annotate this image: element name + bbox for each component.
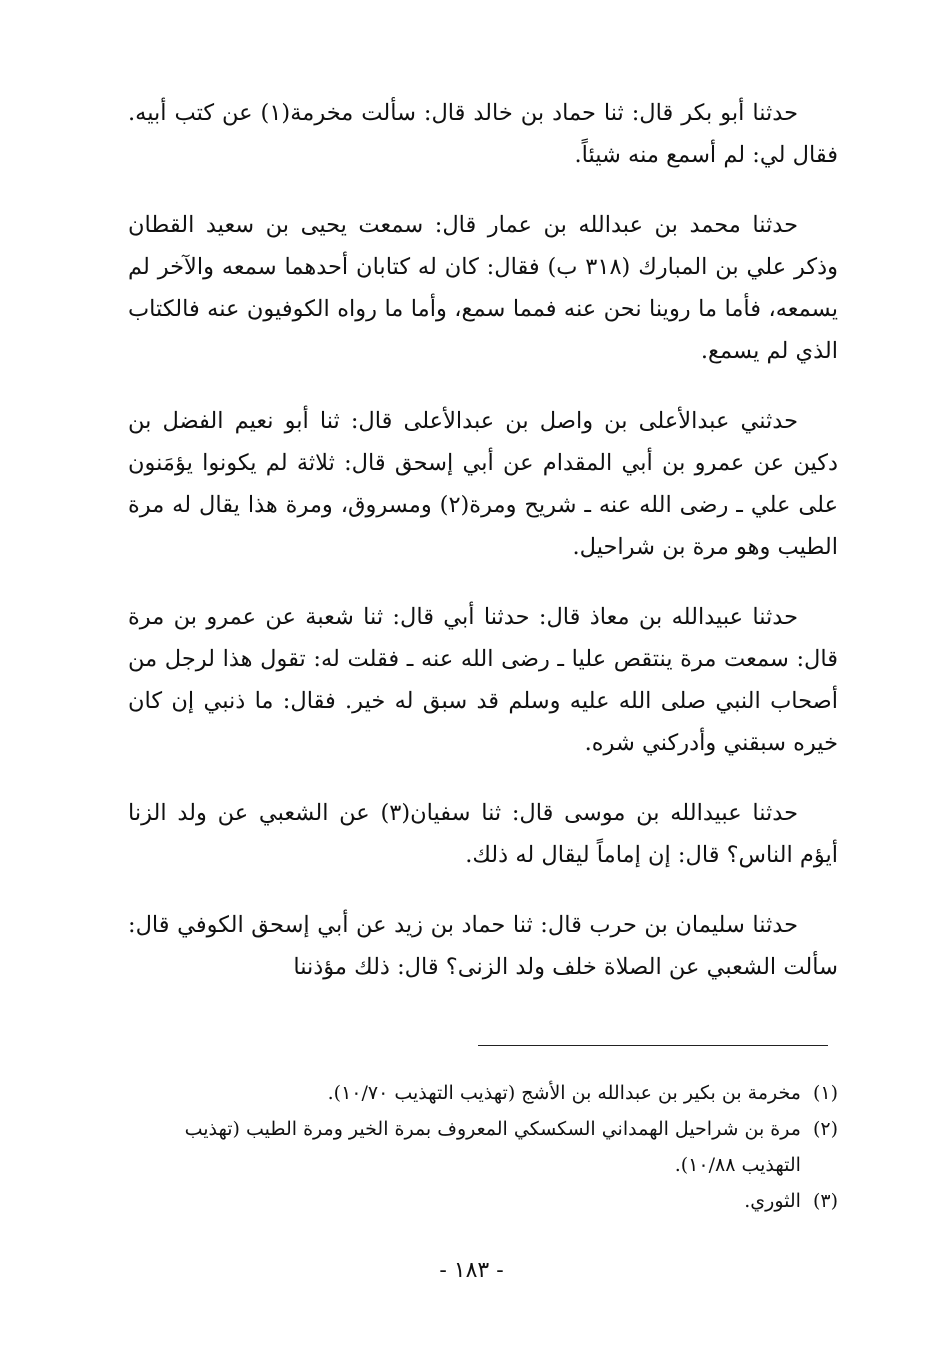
- paragraph: حدثني عبدالأعلى بن واصل بن عبدالأعلى قال: ثنا أبو نعيم الفضل بن دكين عن عمرو بن أبي المقدام عن أبي إسحق قال: ثلاثة لم يكونوا يؤمَنون على علي ـ رضى الله عنه ـ شريح ومرة(٢) ومسروق، ومرة هذا يقال له مرة الطيب وهو مرة بن شراحيل.: [128, 408, 839, 560]
- main-text: [128, 92, 838, 1016]
- page-number: - ١٨٣ -: [439, 1258, 504, 1283]
- footnote-divider: [478, 1045, 828, 1046]
- footnote: [128, 1183, 838, 1219]
- footnotes: [128, 1075, 838, 1219]
- footnote-number: (١): [812, 1082, 838, 1104]
- paragraph: حدثنا محمد بن عبدالله بن عمار قال: سمعت يحيى بن سعيد القطان وذكر علي بن المبارك (٣١٨ ب) فقال: كان له كتابان أحدهما سمعه والآخر لم يسمعه، فأما ما روينا نحن عنه فمما سمع، وأما ما رواه الكوفيون عنه فالكتاب الذي لم يسمع.: [128, 212, 838, 364]
- paragraph: حدثنا سليمان بن حرب قال: ثنا حماد بن زيد عن أبي إسحق الكوفي قال: سألت الشعبي عن الصلاة خلف ولد الزنى؟ قال: ذلك مؤذننا: [128, 912, 838, 980]
- footnote-text: مخرمة بن بكير بن عبدالله بن الأشج (تهذيب التهذيب ١٠/٧٠).: [327, 1082, 801, 1104]
- footnote-number: (٢): [812, 1118, 838, 1140]
- footnote-text: مرة بن شراحيل الهمداني السكسكي المعروف بمرة الخير ومرة الطيب (تهذيب التهذيب ١٠/٨٨).: [184, 1118, 801, 1176]
- paragraph: حدثنا عبيدالله بن موسى قال: ثنا سفيان(٣) عن الشعبي عن ولد الزنا أيؤم الناس؟ قال: إن إماماً ليقال له ذلك.: [128, 800, 838, 868]
- paragraph: حدثنا عبيدالله بن معاذ قال: حدثنا أبي قال: ثنا شعبة عن عمرو بن مرة قال: سمعت مرة ينتقص عليا ـ رضى الله عنه ـ فقلت له: تقول هذا لرجل من أصحاب النبي صلى الله عليه وسلم قد سبق له خير. فقال: ما ذنبي إن كان خيره سبقني وأدركني شره.: [128, 604, 838, 756]
- paragraph: حدثنا أبو بكر قال: ثنا حماد بن خالد قال: سألت مخرمة(١) عن كتب أبيه. فقال لي: لم أسمع منه شيئاً.: [128, 100, 838, 168]
- footnote: [128, 1075, 838, 1111]
- footnote-number: (٣): [812, 1190, 838, 1212]
- footnote: [128, 1111, 838, 1183]
- footnote-text: الثوري.: [744, 1190, 801, 1212]
